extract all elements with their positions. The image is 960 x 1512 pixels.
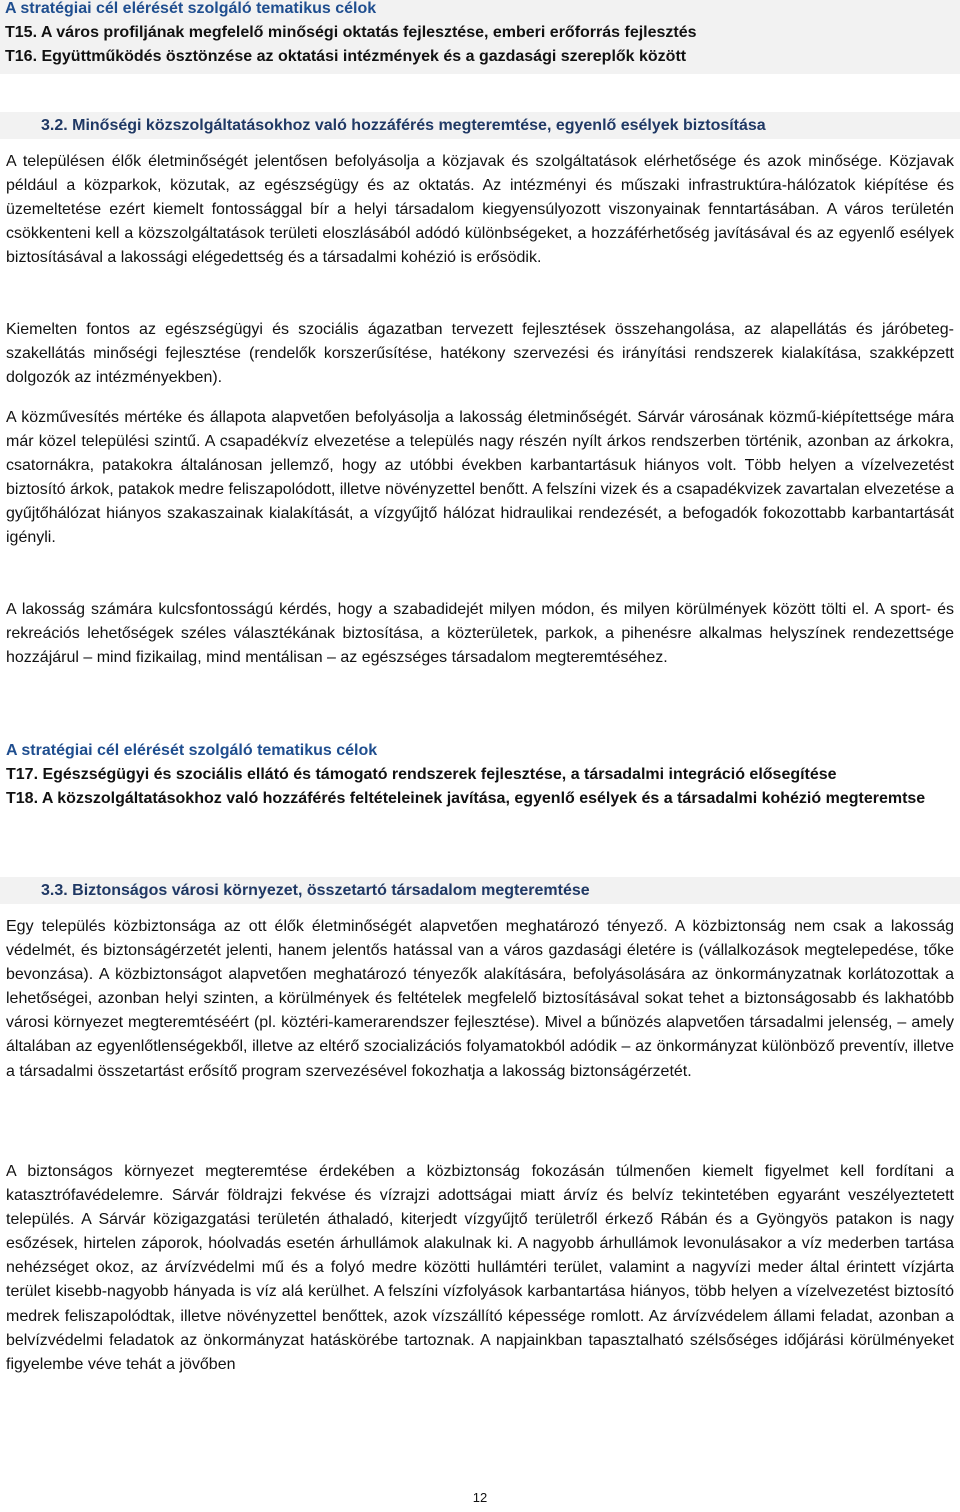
paragraph: Kiemelten fontos az egészségügyi és szociális ágazatban tervezett fejlesztések összehangolása, az alapellátás és járóbeteg-szakellátás minőségi fejlesztése (rendelők korszerűsítése, hatékony szervezési és irányítási rendszerek kialakítása, szakképzett dolgozók az intézményekben).	[6, 321, 954, 387]
section-heading-3-3-text: 3.3. Biztonságos városi környezet, összetartó társadalom megteremtése	[41, 882, 590, 899]
paragraph: A lakosság számára kulcsfontosságú kérdés, hogy a szabadidejét milyen módon, és milyen körülmények között tölti el. A sport- és rekreációs lehetőségek széles választékának biztosítása, a közterületek, parkok, a pihenésre alkalmas helyszínek rendezettsége hozzájárul – mind fizikailag, mind mentálisan – az egészséges társadalom megteremtéséhez.	[6, 601, 954, 667]
thematic-goals-title: A stratégiai cél elérését szolgáló tematikus célok	[5, 0, 377, 17]
paragraph: A településen élők életminőségét jelentősen befolyásolja a közjavak és szolgáltatások elérhetősége és azok minősége. Közjavak például a közparkok, közutak, az egészségügy és az oktatás. Az intézményi és műszaki infrastruktúra-hálózatok kiépítése és üzemeltetése ezért kiemelt fontossággal bír a helyi társadalom kiegyensúlyozott viszonyainak fenntartásában. A város területén csökkenteni kell a közszolgáltatások területi eloszlásából adódó különbségeket, a hozzáférhetőség javításával és az egyenlő esélyek biztosításával a lakossági elégedettség és a társadalmi kohézió is erősödik.	[6, 153, 954, 267]
section-heading-3-3	[0, 877, 960, 904]
thematic-goals-box-mid	[6, 739, 954, 811]
thematic-goal-t15: T15. A város profiljának megfelelő minőségi oktatás fejlesztése, emberi erőforrás fejlesztés	[5, 24, 697, 41]
paragraph: A biztonságos környezet megteremtése érdekében a közbiztonság fokozásán túlmenően kiemelt figyelmet kell fordítani a katasztrófavédelemre. Sárvár földrajzi fekvése és vízrajzi adottságai miatt árvíz és belvíz tekintetében egyaránt veszélyeztetett település. A Sárvár közigazgatási területén áthaladó, kiterjedt vízgyűjtő területről érkező Rábán és a Gyöngyös patakon is nagy esőzések, hirtelen záporok, hóolvadás esetén árhullámok alakulnak ki. A nagyobb árhullámok levonulásakor a víz mederben tartása nehézséget okoz, az árvízvédelmi mű és a folyó medre közötti hullámtéri terület, valamint a nagyvízi meder által érintett vízjárta terület kisebb-nagyobb hányada is víz alá kerülhet. A felszíni vízfolyások karbantartása hiányos, több helyen a vízelvezetést biztosító medrek feliszapolódtak, illetve növényzettel benőttek, azok vízszállító képessége romlott. Az árvízvédelem állami feladat, azonban a belvízvédelmi feladatok az önkormányzat hatáskörébe tartoznak. A napjainkban tapasztalható szélsőséges időjárási körülményeket figyelembe véve tehát a jövőben	[6, 1163, 954, 1373]
paragraph: A közművesítés mértéke és állapota alapvetően befolyásolja a lakosság életminőségét. Sárvár városának közmű-kiépítettsége mára már közel települési szintű. A csapadékvíz elvezetése a település nagy részén nyílt árkos rendszerben történik, azonban az árkokra, csatornákra, patakokra általánosan jellemző, hogy az utóbbi években karbantartásuk hiányos volt. Több helyen a vízelvezetést biztosító árkok, patakok medre feliszapolódott, illetve növényzettel benőtt. A felszíni vizek és a csapadékvizek zavartalan elvezetése a gyűjtőhálózat hiányos szakaszainak kialakítását, a vízgyűjtő hálózat hidraulikai rendezését, a befogadók fokozottabb karbantartását igényli.	[6, 409, 954, 547]
thematic-goals-box-top	[0, 0, 960, 74]
section-heading-3-2	[0, 112, 960, 139]
thematic-goals-title: A stratégiai cél elérését szolgáló tematikus célok	[6, 742, 378, 759]
page-number: 12	[472, 1490, 488, 1505]
thematic-goal-t18: T18. A közszolgáltatásokhoz való hozzáférés feltételeinek javítása, egyenlő esélyek és a társadalmi kohézió megteremtse	[6, 790, 926, 807]
thematic-goal-t16: T16. Együttműködés ösztönzése az oktatási intézmények és a gazdasági szereplők között	[5, 48, 687, 65]
thematic-goal-t17: T17. Egészségügyi és szociális ellátó és támogató rendszerek fejlesztése, a társadalmi integráció elősegítése	[6, 766, 837, 783]
paragraph: Egy település közbiztonsága az ott élők életminőségét alapvetően meghatározó tényező. A közbiztonság nem csak a lakosság védelmét, és biztonságérzetét jelenti, hanem jelentős hatással van a város gazdasági életére is (vállalkozások megtelepedése, tőke bevonzása). A közbiztonságot alapvetően meghatározó tényezők alakítására, befolyásolására az önkormányzatnak korlátozottak a lehetőségei, azonban helyi szinten, a körülmények és feltételek megfelelő biztosításával sokat tehet a biztonságosabb és lakhatóbb városi környezet megteremtéséért (pl. köztéri-kamerarendszer fejlesztése). Mivel a bűnözés alapvetően társadalmi jelenség, – amely általában az egyenlőtlenségekből, illetve az eltérő szocializációs folyamatokból adódik – az önkormányzat különböző preventív, illetve a társadalmi összetartást erősítő program szervezésével fokozhatja a lakosság biztonságérzetét.	[6, 918, 954, 1080]
section-heading-3-2-text: 3.2. Minőségi közszolgáltatásokhoz való hozzáférés megteremtése, egyenlő esélyek biztosítása	[41, 117, 766, 134]
